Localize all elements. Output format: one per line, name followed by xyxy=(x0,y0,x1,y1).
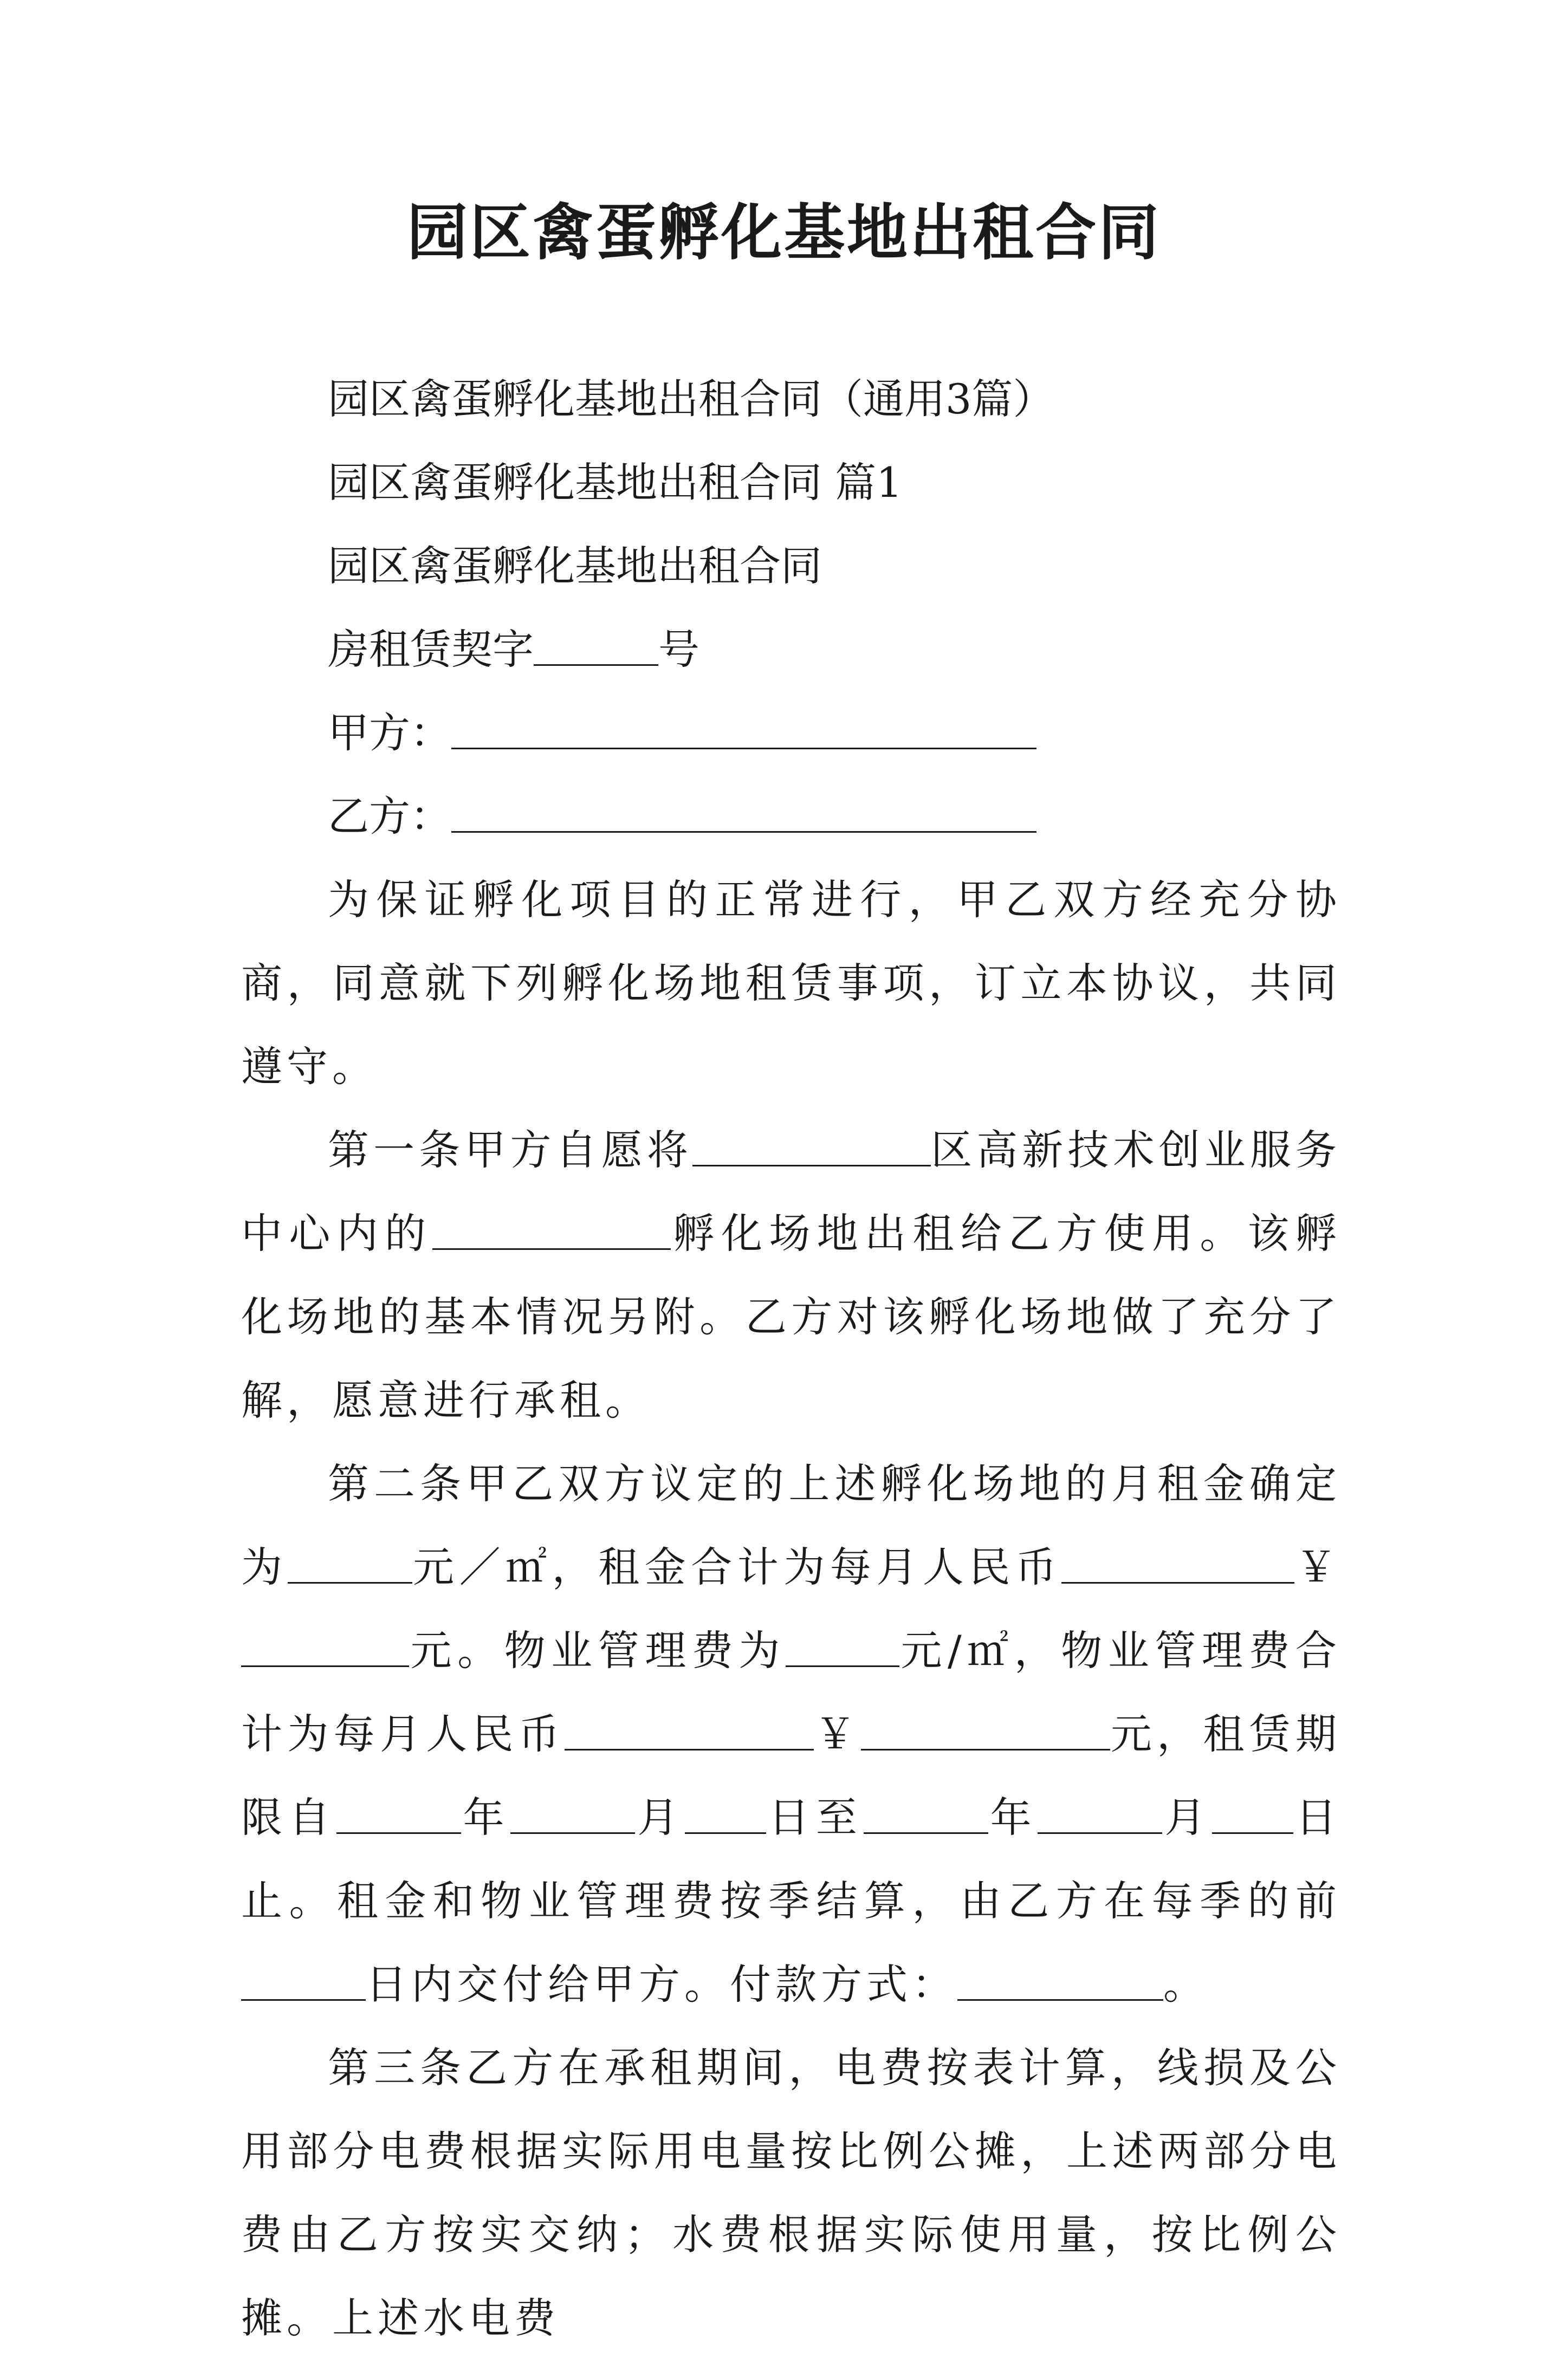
rent-rate-blank xyxy=(288,1546,412,1584)
party-a-label: 甲方： xyxy=(328,709,451,757)
article-1 xyxy=(241,1108,1341,1442)
article-1-text-3: 孵化场地出租给乙方使用。该孵化场地的基本情况另附。乙方对该孵化场地做了充分了解，愿意进行承租。 xyxy=(241,1209,1342,1424)
intro-paragraph: 为保证孵化项目的正常进行，甲乙双方经充分协商，同意就下列孵化场地租赁事项，订立本协议，共同遵守。 xyxy=(241,876,1341,1091)
end-month-blank xyxy=(1038,1797,1162,1834)
article-2-yuan-sign-1: ￥ xyxy=(1294,1543,1342,1591)
article-2 xyxy=(241,1442,1341,2026)
article-2-yuan-sign-2: ￥ xyxy=(814,1710,861,1758)
article-2-text-5: 元/㎡，物业管理费合计为每月人民币 xyxy=(241,1626,1341,1758)
mgmt-fee-words-blank xyxy=(565,1713,814,1750)
end-year-blank xyxy=(864,1797,988,1834)
party-b-blank xyxy=(451,795,1036,833)
article-2-text-7: 元，租赁期限自 xyxy=(241,1710,1342,1842)
chapter-heading: 园区禽蛋孵化基地出租合同 篇1 xyxy=(328,458,903,507)
article-2-text-8: 年 xyxy=(461,1793,511,1842)
start-year-blank xyxy=(336,1797,461,1834)
mgmt-fee-amount-blank xyxy=(861,1713,1110,1750)
mgmt-fee-rate-blank xyxy=(786,1630,899,1667)
party-b-label: 乙方： xyxy=(328,792,451,840)
document-body xyxy=(241,358,1341,2360)
article-2-text-2: 元／㎡，租金合计为每月人民币 xyxy=(412,1543,1062,1591)
payment-method-blank xyxy=(957,1963,1163,2001)
article-2-text-10: 日至 xyxy=(766,1793,864,1842)
article-3: 第三条乙方在承租期间，电费按表计算，线损及公用部分电费根据实际用电量按比例公摊，上述两部分电费由乙方按实交纳；水费根据实际使用量，按比例公摊。上述水电费 xyxy=(241,2044,1341,2342)
start-day-blank xyxy=(685,1797,766,1834)
start-month-blank xyxy=(510,1797,635,1834)
rent-total-amount-blank xyxy=(241,1630,409,1667)
article-1-text-2: 区高新技术创业服务中心内的 xyxy=(241,1126,1342,1257)
document-title: 园区禽蛋孵化基地出租合同 xyxy=(407,198,1161,268)
district-blank xyxy=(692,1129,931,1166)
article-2-text-11: 年 xyxy=(988,1793,1038,1842)
article-1-text-1: 第一条甲方自愿将 xyxy=(328,1126,692,1174)
party-a-blank xyxy=(451,712,1036,749)
contract-number-suffix: 号 xyxy=(658,625,699,673)
article-2-text-14: 日内交付给甲方。付款方式： xyxy=(366,1960,957,2008)
site-blank xyxy=(432,1213,671,1250)
end-day-blank xyxy=(1212,1797,1293,1834)
party-b-line xyxy=(241,775,1341,858)
party-a-line xyxy=(241,691,1341,775)
article-2-text-12: 月 xyxy=(1162,1793,1213,1842)
article-2-text-15: 。 xyxy=(1163,1960,1209,2008)
article-2-text-4: 元。物业管理费为 xyxy=(409,1626,786,1675)
contract-number-line xyxy=(241,608,1341,691)
payment-days-blank xyxy=(241,1963,366,2001)
article-2-text-9: 月 xyxy=(635,1793,685,1842)
article-2-text-1: 第二条甲乙双方议定的上述孵化场地的月租金确定为 xyxy=(241,1460,1341,1591)
rent-total-words-blank xyxy=(1061,1546,1294,1584)
contract-number-prefix: 房租赁契字 xyxy=(328,625,534,673)
article-2-text-13: 日止。租金和物业管理费按季结算，由乙方在每季的前 xyxy=(241,1793,1342,1925)
subtitle: 园区禽蛋孵化基地出租合同（通用3篇） xyxy=(328,375,1054,423)
contract-number-blank xyxy=(534,628,658,666)
contract-name: 园区禽蛋孵化基地出租合同 xyxy=(328,542,822,590)
